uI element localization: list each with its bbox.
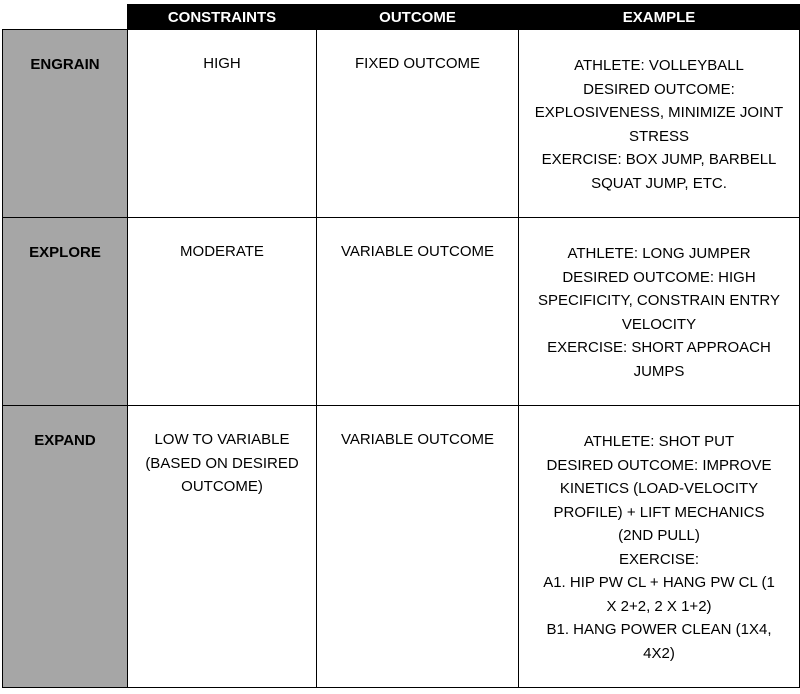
example-line: SQUAT JUMP, ETC. — [591, 174, 727, 192]
example-line: KINETICS (LOAD-VELOCITY — [559, 480, 759, 497]
outcome-cell: FIXED OUTCOME — [317, 30, 519, 218]
example-line: EXERCISE: SHORT APPROACH — [547, 339, 771, 356]
header-outcome: OUTCOME — [317, 5, 519, 30]
training-constraints-table — [2, 4, 800, 688]
example-line: DESIRED OUTCOME: HIGH — [562, 268, 756, 286]
row-label: EXPLORE — [3, 218, 128, 406]
constraints-cell: HIGH — [128, 30, 317, 218]
example-line: SPECIFICITY, CONSTRAIN ENTRY — [538, 292, 780, 309]
row-label: EXPAND — [3, 406, 128, 688]
example-line: EXPLOSIVENESS, MINIMIZE JOINT — [534, 104, 784, 121]
outcome-cell: VARIABLE OUTCOME — [317, 218, 519, 406]
header-row — [3, 5, 800, 30]
example-line: 4X2) — [643, 644, 675, 662]
example-line: JUMPS — [633, 362, 685, 380]
header-constraints: CONSTRAINTS — [128, 5, 317, 30]
example-line: A1. HIP PW CL + HANG PW CL (1 — [543, 574, 775, 591]
row-label: ENGRAIN — [3, 30, 128, 218]
outcome-cell: VARIABLE OUTCOME — [317, 406, 519, 688]
example-line: DESIRED OUTCOME: IMPROVE — [546, 456, 772, 474]
table-row-explore — [3, 218, 800, 406]
example-line: B1. HANG POWER CLEAN (1X4, — [546, 621, 772, 638]
example-line: DESIRED OUTCOME: — [583, 80, 735, 98]
example-line: PROFILE) + LIFT MECHANICS — [553, 503, 765, 521]
constraints-line: LOW TO VARIABLE — [154, 431, 290, 448]
header-example: EXAMPLE — [519, 5, 800, 30]
constraints-line: (BASED ON DESIRED — [145, 454, 299, 472]
example-line: EXERCISE: BOX JUMP, BARBELL — [541, 151, 777, 168]
constraints-cell — [128, 406, 317, 688]
example-line: VELOCITY — [621, 315, 697, 333]
example-cell — [519, 30, 800, 218]
example-cell — [519, 218, 800, 406]
constraints-line: OUTCOME) — [181, 478, 263, 495]
table-row-expand — [3, 406, 800, 688]
example-line: (2ND PULL) — [618, 527, 700, 544]
example-line: X 2+2, 2 X 1+2) — [606, 597, 712, 615]
constraints-cell: MODERATE — [128, 218, 317, 406]
example-line: ATHLETE: VOLLEYBALL — [574, 57, 744, 74]
table-row-engrain — [3, 30, 800, 218]
example-line: EXERCISE: — [618, 550, 700, 568]
example-line: ATHLETE: SHOT PUT — [583, 433, 735, 450]
example-line: ATHLETE: LONG JUMPER — [567, 245, 751, 262]
example-cell — [519, 406, 800, 688]
example-line: STRESS — [628, 127, 689, 145]
header-corner — [3, 5, 128, 30]
